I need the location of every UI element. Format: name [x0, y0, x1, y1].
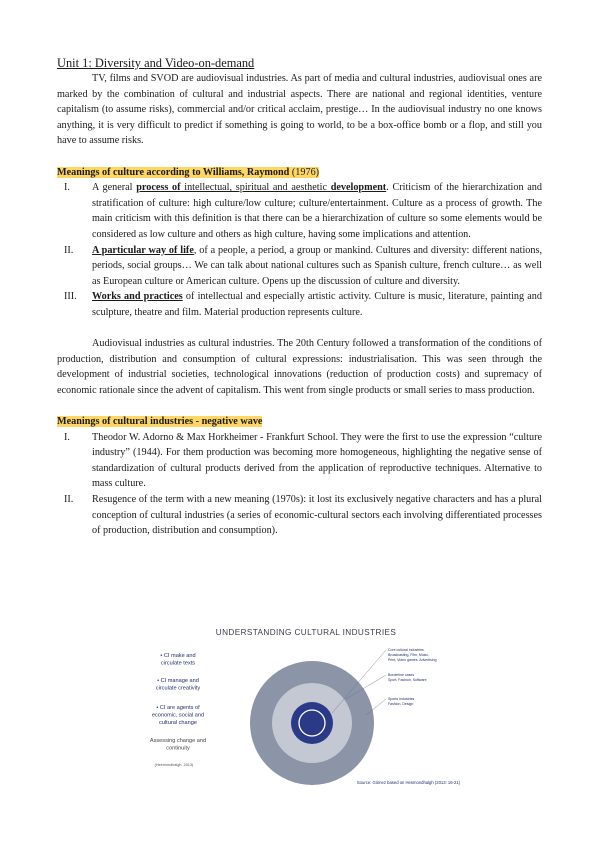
infographic-left-item: economic, social and: [151, 712, 205, 719]
document-page: [57, 56, 542, 539]
section2-heading: Meanings of cultural industries - negative wave: [57, 416, 263, 428]
industrialisation-paragraph: Audiovisual industries as cultural industries. The 20th Century followed a transformation of the conditions of production, distribution and consumption of cultural expressions: industrialisation. This was seen through the development of industrial societies, technological innovations (reduction of production costs) and supremacy of economic rationale since the advent of capitalism. This went from single products or small series to mass production.: [57, 338, 542, 396]
cultural-industries-list: [57, 430, 542, 539]
section1-heading-year: (1976): [289, 166, 320, 178]
infographic-left-item: circulate texts: [160, 660, 196, 667]
infographic-right-label: Core cultural industries: [388, 648, 424, 652]
section1-heading-bold: Meanings of culture according to Williams, Raymond: [57, 166, 290, 178]
infographic-left-item: continuity: [166, 745, 190, 752]
infographic-title: UNDERSTANDING CULTURAL INDUSTRIES: [215, 628, 397, 637]
page-title: Unit 1: Diversity and Video-on-demand: [57, 56, 255, 70]
list-item: I. A general process of intellectual, spiritual and aesthetic development. Criticism of the hierarchization and stratification of culture: high culture/low culture; culture/entertainment. Culture as a process of growth. The main criticism with this definition is that there can be a hierarchization of culture so some elements would be considered as low culture and others as high culture, having some implications and attention.: [64, 182, 542, 240]
infographic-right-label: Broadcasting, Film, Music,: [388, 653, 430, 657]
infographic-left-item: cultural change: [159, 720, 197, 726]
infographic-right-label: Sports Industries: [388, 697, 415, 701]
infographic-right-label: Fashion, Design: [388, 702, 414, 706]
infographic-right-label: Borderline cases: [388, 673, 415, 677]
section1-heading: [57, 165, 542, 181]
infographic-left-caption: (Hesmondhalgh, 2013): [154, 763, 194, 767]
cultural-industries-infographic: [134, 615, 464, 790]
infographic-right-label: Sport, Fashion, Software: [388, 678, 427, 682]
infographic-left-item: • CI manage and: [157, 678, 199, 684]
list-item: I. Theodor W. Adorno & Max Horkheimer - Frankfurt School. They were the first to use the expression “culture industry” (1944). For them production was becoming more homogeneous, highlighting the negative sense of standardization of cultural products derived from the application of reproductive techniques. Alternative to mass culture.: [64, 431, 542, 490]
williams-meanings-list: [57, 180, 542, 320]
list-item: II. A particular way of life, of a people, a period, a group or mankind. Cultures and diversity: different nations, periods, social groups… We can talk about national cultures such as Spanish culture, french culture… as well as European culture or American culture. Opens up the discussion of culture and diversity.: [64, 244, 542, 287]
infographic-left-item: Assessing change and: [149, 738, 207, 744]
infographic-left-item: • CI make and: [160, 653, 196, 659]
infographic-left-item: circulate creativity: [155, 685, 201, 692]
core-circle: [291, 702, 333, 744]
intro-paragraph: TV, films and SVOD are audiovisual industries. As part of media and cultural industries, audiovisual ones are marked by the combination of cultural and industrial aspects. There are national and regional identities, venture capitalism (to assume risks), commercial and/or critical acclaim, prestige… In the audiovisual industry no one knows anything, it is very difficult to predict if something is going to world, to be a box-office bomb or a flop, and still you have to assume risks.: [57, 73, 542, 147]
infographic-right-label: Print, Video games, Advertising: [388, 658, 437, 662]
infographic-left-item: • CI are agents of: [156, 705, 200, 711]
list-item: III. Works and practices of intellectual and especially artistic activity. Culture is music, literature, painting and sculpture, theatre and film. Material production represents culture.: [64, 291, 542, 318]
infographic-figure: [134, 615, 464, 790]
infographic-source: Source: Gómez based on Hesmondhalgh (2013: 16-21): [356, 780, 460, 785]
list-item: II. Resugence of the term with a new meaning (1970s): it lost its exclusively negative characters and has a plural conception of cultural industries (a series of economic-cultural sectors each involving differentiated processes of production, distribution and consumption).: [64, 494, 542, 537]
